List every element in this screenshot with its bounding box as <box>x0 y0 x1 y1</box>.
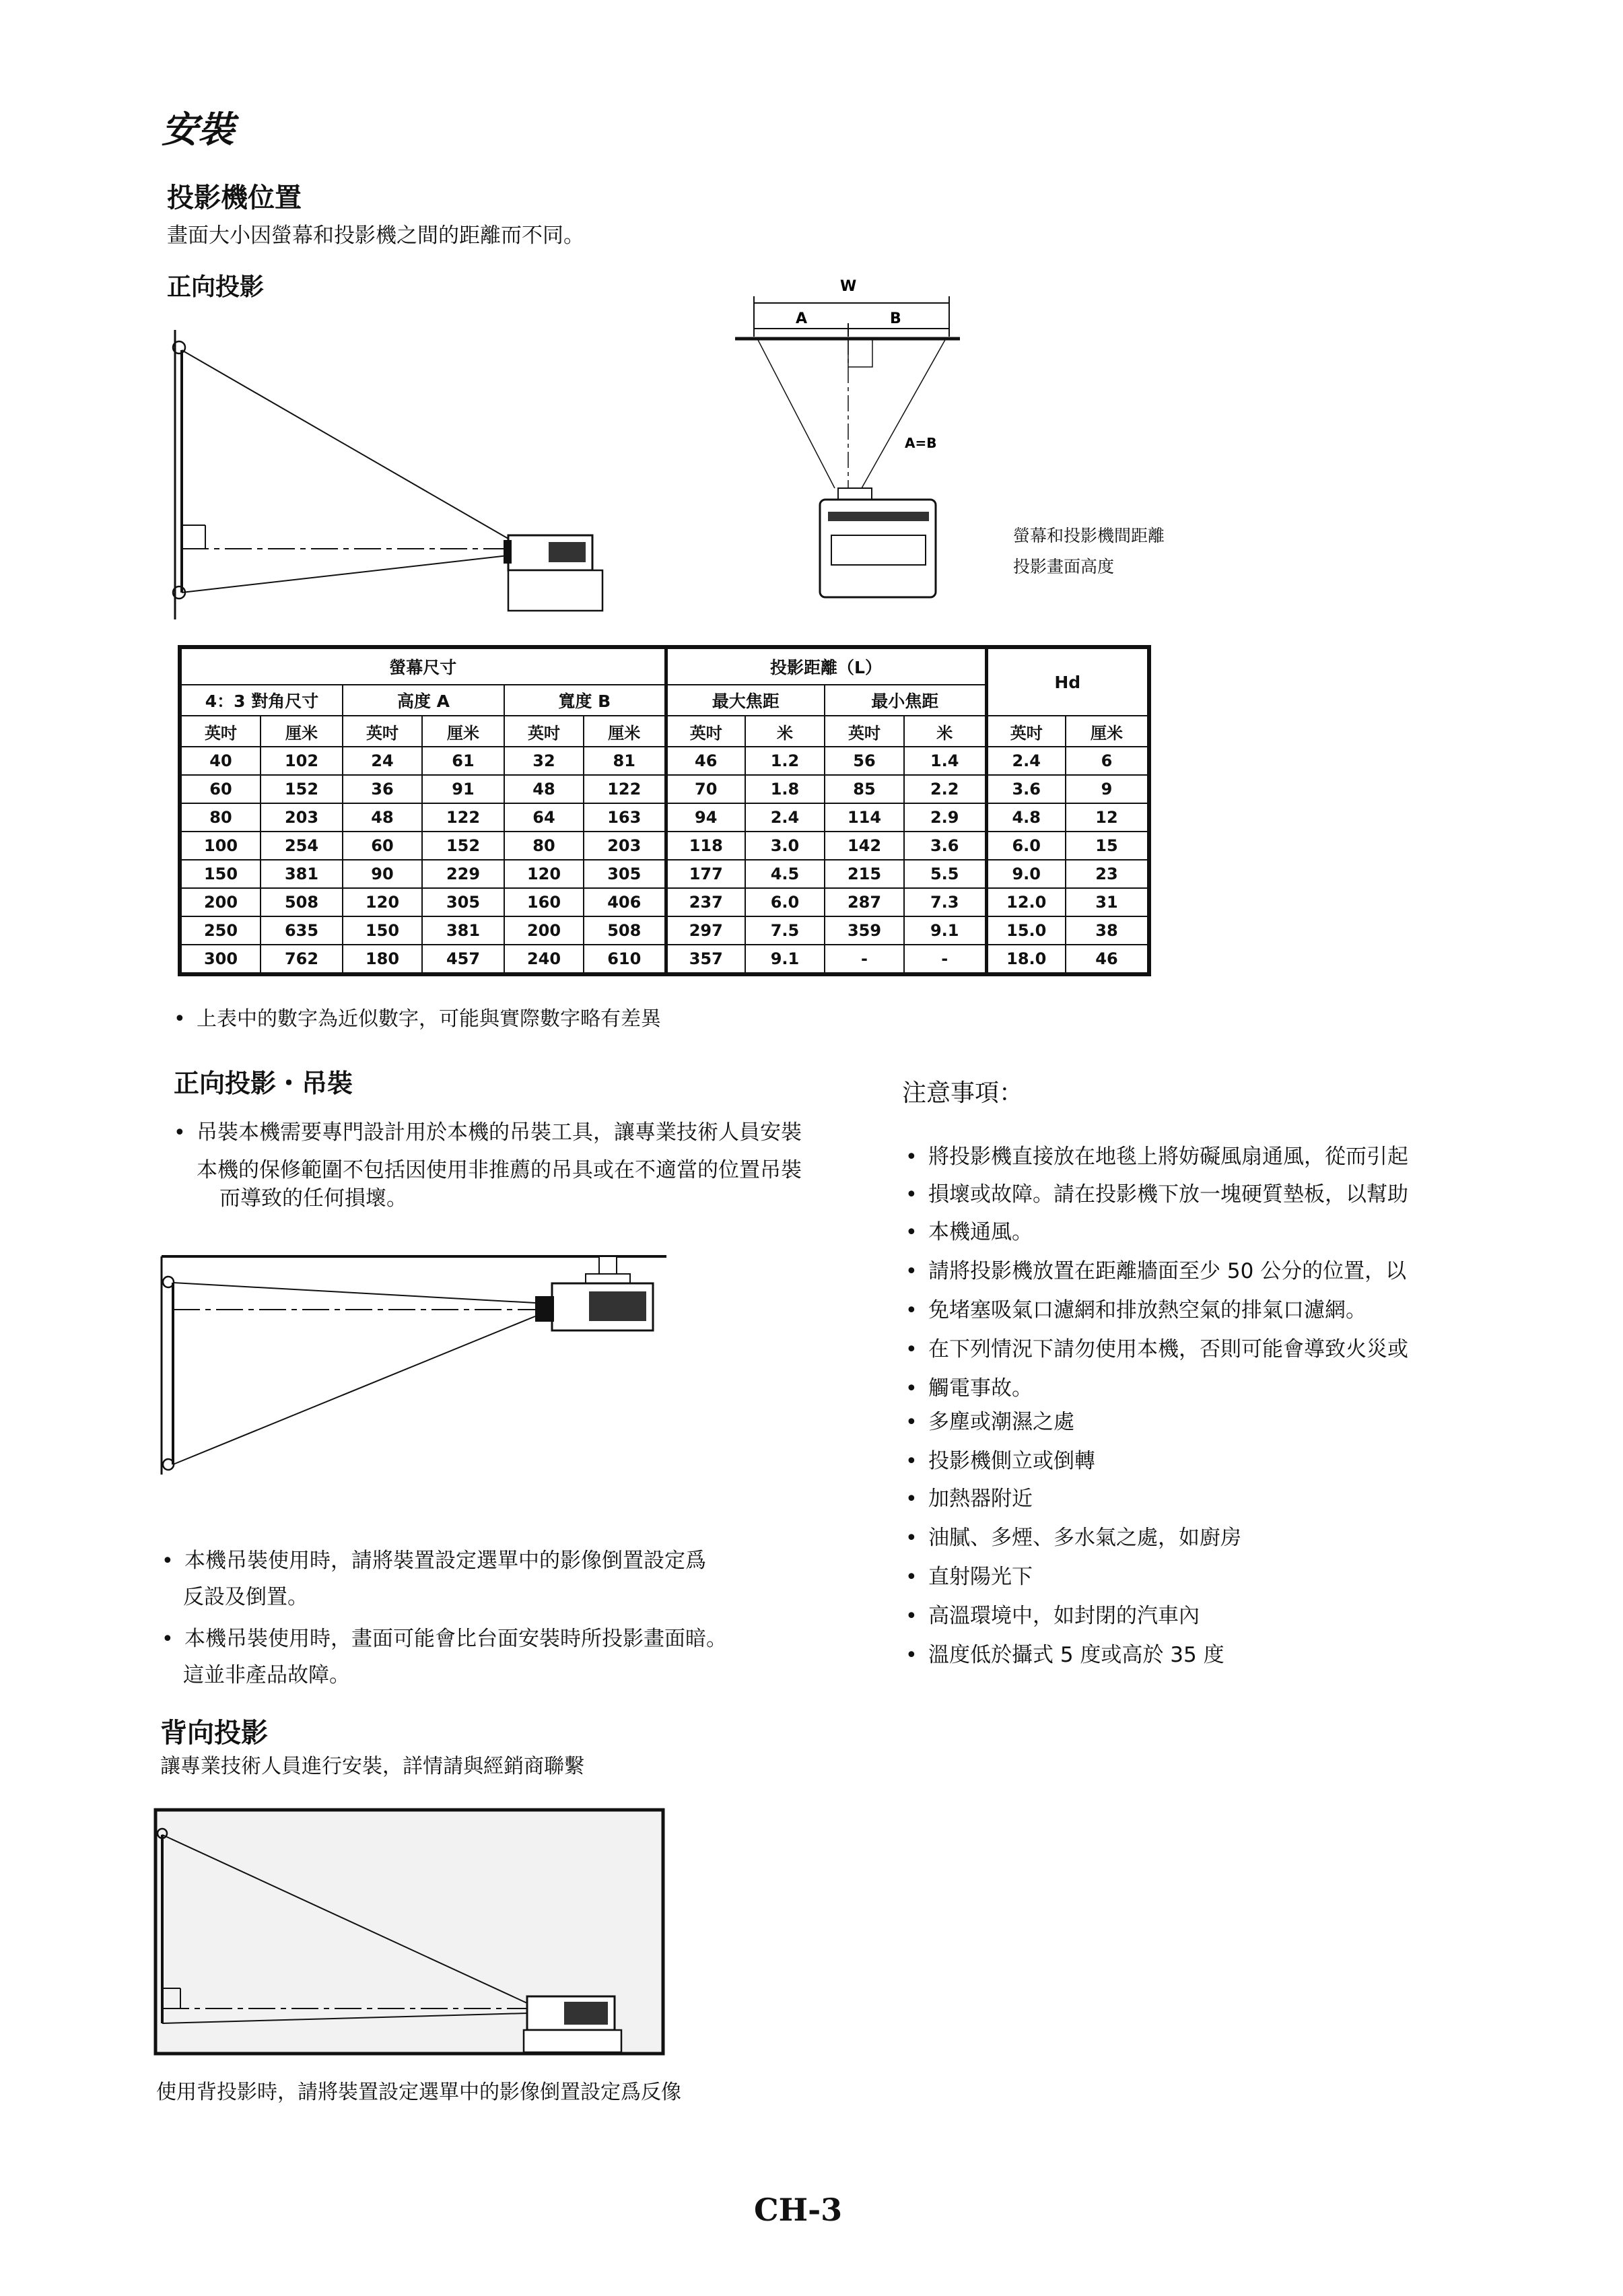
table-cell: 180 <box>343 945 422 973</box>
table-cell: - <box>904 945 986 973</box>
table-cell: 81 <box>584 747 666 775</box>
table-cell: 9.0 <box>986 860 1066 888</box>
front-projection-heading: 正向投影 <box>167 273 265 301</box>
table-cell: 40 <box>181 747 261 775</box>
table-cell: 2.2 <box>904 775 986 803</box>
table-cell: 61 <box>422 747 504 775</box>
page-title: 安裝 <box>162 108 234 151</box>
table-cell: 237 <box>666 888 745 916</box>
ceiling-bullet-2: • 本機吊裝使用時，請將裝置設定選單中的影像倒置設定爲 <box>162 1547 706 1574</box>
table-cell: 635 <box>261 916 343 945</box>
unit-header: 英吋 <box>343 716 422 747</box>
header-diagonal: 4：3 對角尺寸 <box>181 685 343 716</box>
table-row <box>181 832 1148 860</box>
caution-item: • 將投影機直接放在地毯上將妨礙風扇通風，從而引起 <box>905 1143 1408 1170</box>
ceiling-bullet-3: • 本機吊裝使用時，畫面可能會比台面安裝時所投影畫面暗。 <box>162 1625 727 1652</box>
caution-item: • 油膩、多煙、多水氣之處，如廚房 <box>905 1524 1241 1551</box>
table-cell: 215 <box>825 860 904 888</box>
table-cell: 381 <box>261 860 343 888</box>
table-cell: 762 <box>261 945 343 973</box>
table-cell: 3.0 <box>745 832 825 860</box>
top-view-diagram <box>734 269 963 619</box>
table-row <box>181 916 1148 945</box>
table-cell: 7.3 <box>904 888 986 916</box>
table-cell: 1.4 <box>904 747 986 775</box>
table-cell: 287 <box>825 888 904 916</box>
table-cell: 150 <box>343 916 422 945</box>
header-max-focus: 最大焦距 <box>666 685 825 716</box>
legend-distance: 螢幕和投影機間距離 <box>1013 526 1165 545</box>
ceiling-bullet-1-line-3: 而導致的任何損壞。 <box>219 1186 407 1211</box>
header-projection-distance: 投影距離（L） <box>666 648 986 685</box>
table-cell: 6.0 <box>986 832 1066 860</box>
unit-header: 厘米 <box>1066 716 1148 747</box>
screen-size-table <box>178 645 1151 976</box>
table-cell: 46 <box>1066 945 1148 973</box>
legend-height: 投影畫面高度 <box>1013 557 1115 576</box>
table-cell: 12 <box>1066 803 1148 832</box>
table-row <box>181 888 1148 916</box>
caution-item: • 免堵塞吸氣口濾網和排放熱空氣的排氣口濾網。 <box>905 1297 1367 1324</box>
table-cell: 142 <box>825 832 904 860</box>
ceiling-bullet-3-line-2: 這並非產品故障。 <box>183 1663 350 1687</box>
table-cell: 1.8 <box>745 775 825 803</box>
unit-header: 米 <box>904 716 986 747</box>
table-cell: 163 <box>584 803 666 832</box>
table-cell: 118 <box>666 832 745 860</box>
header-height-a: 高度 A <box>343 685 504 716</box>
table-cell: 508 <box>584 916 666 945</box>
table-cell: 2.4 <box>986 747 1066 775</box>
header-hd: Hd <box>986 648 1148 716</box>
table-cell: 152 <box>261 775 343 803</box>
unit-header: 英吋 <box>986 716 1066 747</box>
table-row <box>181 775 1148 803</box>
table-cell: 23 <box>1066 860 1148 888</box>
table-cell: 70 <box>666 775 745 803</box>
table-cell: 56 <box>825 747 904 775</box>
unit-header: 英吋 <box>504 716 584 747</box>
ceiling-heading: 正向投影・吊裝 <box>174 1069 353 1098</box>
rear-heading: 背向投影 <box>160 1718 268 1749</box>
table-cell: 203 <box>261 803 343 832</box>
ceiling-bullet-1-line-2: 本機的保修範圍不包括因使用非推薦的吊具或在不適當的位置吊裝 <box>197 1158 802 1182</box>
table-cell: 9.1 <box>745 945 825 973</box>
table-cell: 150 <box>181 860 261 888</box>
table-cell: 381 <box>422 916 504 945</box>
table-cell: 122 <box>422 803 504 832</box>
table-cell: 177 <box>666 860 745 888</box>
unit-header: 英吋 <box>666 716 745 747</box>
caution-item: • 溫度低於攝式 5 度或高於 35 度 <box>905 1642 1224 1668</box>
table-cell: 4.8 <box>986 803 1066 832</box>
ceiling-bullet-2-line-2: 反設及倒置。 <box>183 1585 308 1609</box>
table-cell: 114 <box>825 803 904 832</box>
table-cell: 15 <box>1066 832 1148 860</box>
table-cell: 250 <box>181 916 261 945</box>
table-cell: 12.0 <box>986 888 1066 916</box>
caution-item: • 觸電事故。 <box>905 1375 1033 1402</box>
table-cell: 3.6 <box>904 832 986 860</box>
table-cell: 100 <box>181 832 261 860</box>
table-cell: - <box>825 945 904 973</box>
table-cell: 2.9 <box>904 803 986 832</box>
table-cell: 508 <box>261 888 343 916</box>
table-cell: 300 <box>181 945 261 973</box>
table-cell: 305 <box>584 860 666 888</box>
unit-header: 厘米 <box>584 716 666 747</box>
table-cell: 94 <box>666 803 745 832</box>
table-cell: 60 <box>181 775 261 803</box>
section-heading-position: 投影機位置 <box>167 182 302 213</box>
caution-item: • 在下列情況下請勿使用本機，否則可能會導致火災或 <box>905 1336 1408 1363</box>
table-stand <box>508 570 602 611</box>
table-cell: 610 <box>584 945 666 973</box>
b-label: B <box>890 310 901 327</box>
page-number: CH-3 <box>754 2192 843 2228</box>
table-cell: 32 <box>504 747 584 775</box>
rear-projection-diagram <box>153 1808 665 2057</box>
table-cell: 24 <box>343 747 422 775</box>
table-cell: 4.5 <box>745 860 825 888</box>
table-cell: 203 <box>584 832 666 860</box>
table-cell: 48 <box>504 775 584 803</box>
header-min-focus: 最小焦距 <box>825 685 986 716</box>
table-cell: 102 <box>261 747 343 775</box>
caution-item: • 投影機側立或倒轉 <box>905 1448 1095 1475</box>
cautions-heading: 注意事項： <box>902 1079 1024 1107</box>
caution-item: • 損壞或故障。請在投影機下放一塊硬質墊板，以幫助 <box>905 1181 1408 1208</box>
table-cell: 6.0 <box>745 888 825 916</box>
rear-note: 使用背投影時，請將裝置設定選單中的影像倒置設定爲反像 <box>156 2081 681 2104</box>
rear-intro: 讓專業技術人員進行安裝，詳情請與經銷商聯繫 <box>160 1755 584 1778</box>
table-cell: 5.5 <box>904 860 986 888</box>
table-cell: 2.4 <box>745 803 825 832</box>
table-cell: 200 <box>504 916 584 945</box>
table-cell: 3.6 <box>986 775 1066 803</box>
w-label: W <box>840 278 857 295</box>
table-cell: 200 <box>181 888 261 916</box>
table-cell: 7.5 <box>745 916 825 945</box>
table-cell: 90 <box>343 860 422 888</box>
table-cell: 305 <box>422 888 504 916</box>
caution-item: • 多塵或潮濕之處 <box>905 1409 1074 1436</box>
table-cell: 9 <box>1066 775 1148 803</box>
table-row <box>181 803 1148 832</box>
table-cell: 38 <box>1066 916 1148 945</box>
position-intro: 畫面大小因螢幕和投影機之間的距離而不同。 <box>167 224 584 248</box>
table-cell: 80 <box>504 832 584 860</box>
header-screen-size: 螢幕尺寸 <box>181 648 666 685</box>
table-cell: 31 <box>1066 888 1148 916</box>
table-cell: 229 <box>422 860 504 888</box>
table-cell: 6 <box>1066 747 1148 775</box>
table-cell: 357 <box>666 945 745 973</box>
caution-item: • 本機通風。 <box>905 1219 1033 1246</box>
unit-header: 厘米 <box>261 716 343 747</box>
ceiling-bullet-1: • 吊裝本機需要專門設計用於本機的吊裝工具，讓專業技術人員安裝 <box>174 1119 802 1146</box>
table-cell: 18.0 <box>986 945 1066 973</box>
unit-header: 米 <box>745 716 825 747</box>
table-cell: 15.0 <box>986 916 1066 945</box>
table-row <box>181 945 1148 973</box>
table-cell: 122 <box>584 775 666 803</box>
table-cell: 240 <box>504 945 584 973</box>
table-cell: 160 <box>504 888 584 916</box>
header-width-b: 寬度 B <box>504 685 666 716</box>
table-cell: 1.2 <box>745 747 825 775</box>
table-cell: 36 <box>343 775 422 803</box>
table-cell: 406 <box>584 888 666 916</box>
table-cell: 254 <box>261 832 343 860</box>
table-cell: 80 <box>181 803 261 832</box>
table-cell: 91 <box>422 775 504 803</box>
caution-item: • 直射陽光下 <box>905 1563 1033 1590</box>
table-cell: 46 <box>666 747 745 775</box>
table-cell: 297 <box>666 916 745 945</box>
table-cell: 9.1 <box>904 916 986 945</box>
ab-label: A=B <box>905 435 937 451</box>
table-cell: 64 <box>504 803 584 832</box>
caution-item: • 請將投影機放置在距離牆面至少 50 公分的位置，以 <box>905 1258 1406 1285</box>
table-cell: 457 <box>422 945 504 973</box>
caution-item: • 高溫環境中，如封閉的汽車內 <box>905 1602 1200 1629</box>
table-cell: 359 <box>825 916 904 945</box>
table-cell: 120 <box>504 860 584 888</box>
table-row <box>181 860 1148 888</box>
unit-header: 英吋 <box>181 716 261 747</box>
table-cell: 120 <box>343 888 422 916</box>
table-cell: 60 <box>343 832 422 860</box>
table-cell: 48 <box>343 803 422 832</box>
front-projection-side-diagram <box>168 323 613 626</box>
table-note: • 上表中的數字為近似數字，可能與實際數字略有差異 <box>174 1006 661 1032</box>
unit-header: 厘米 <box>422 716 504 747</box>
unit-header: 英吋 <box>825 716 904 747</box>
caution-item: • 加熱器附近 <box>905 1485 1033 1512</box>
a-label: A <box>796 310 808 327</box>
table-row <box>181 747 1148 775</box>
table-cell: 152 <box>422 832 504 860</box>
ceiling-projection-diagram <box>158 1246 670 1481</box>
table-cell: 85 <box>825 775 904 803</box>
